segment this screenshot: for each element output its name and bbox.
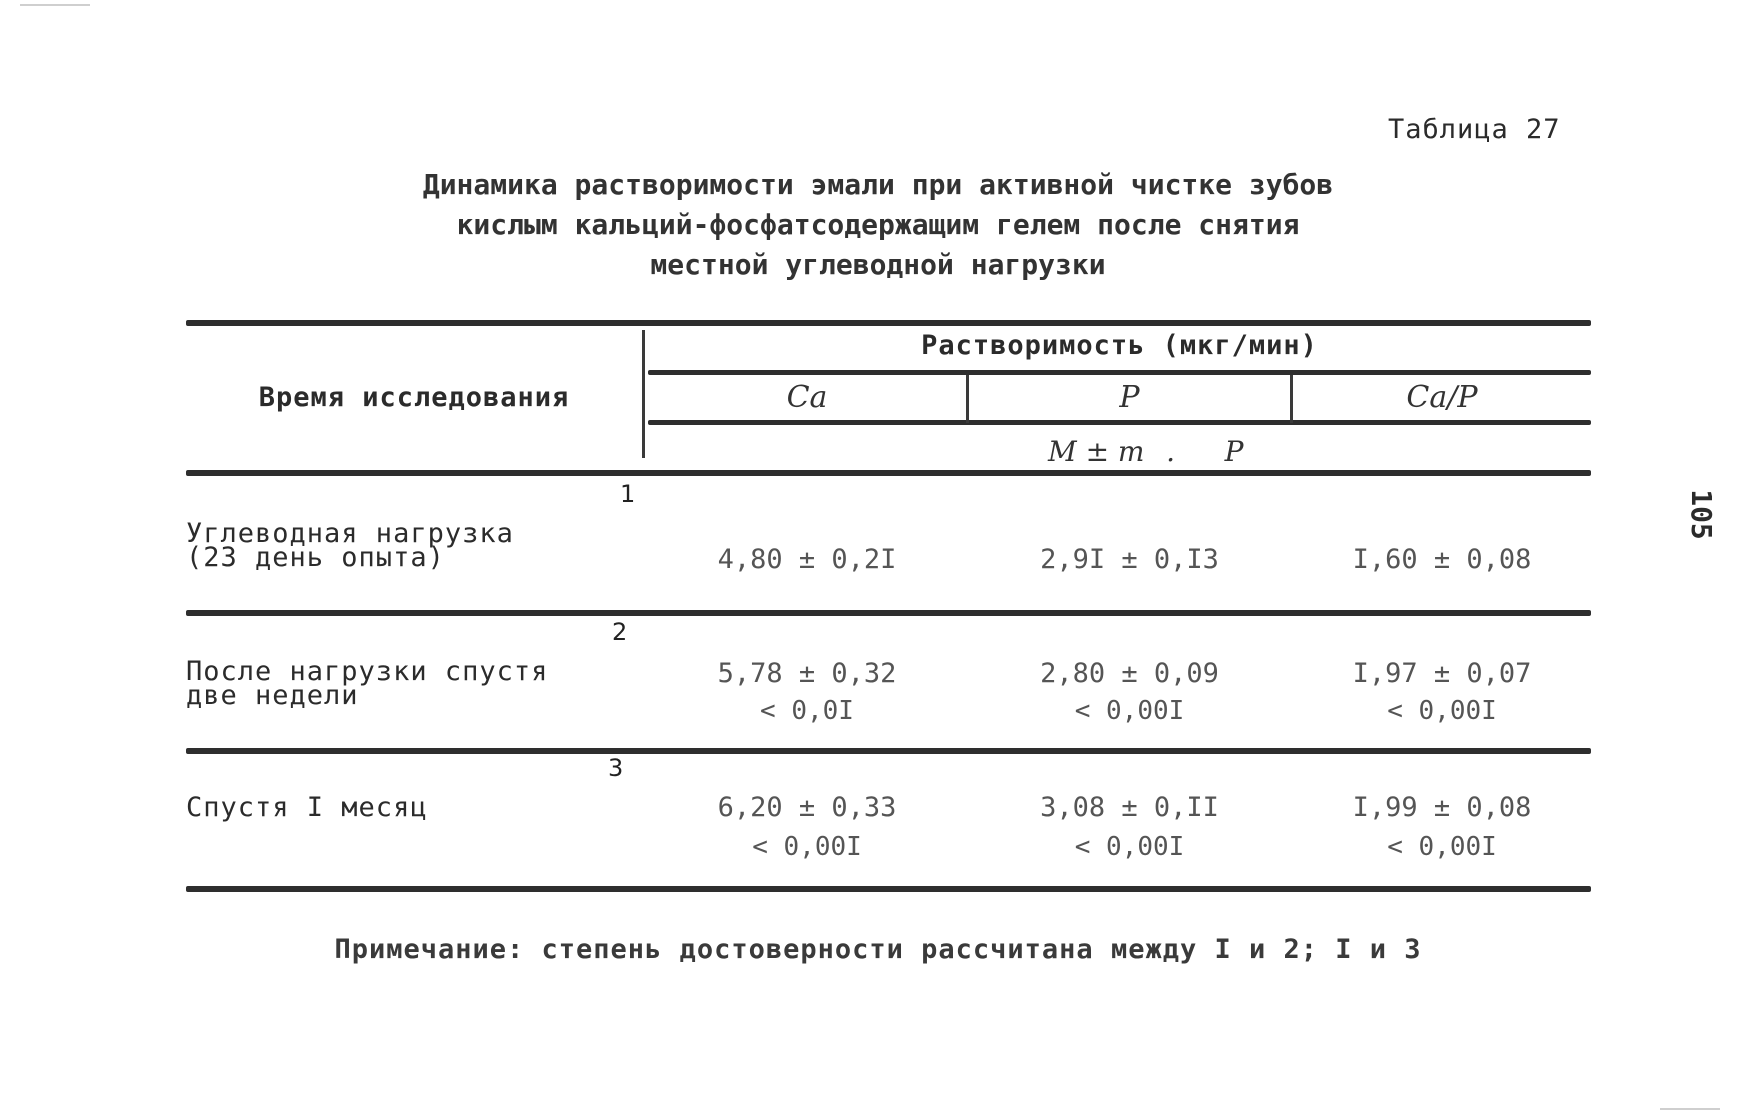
row-3-ca-value: 6,20 ± 0,33 — [717, 792, 897, 823]
table-bottom-rule — [186, 886, 1591, 892]
row-2-bottom-rule — [186, 748, 1591, 754]
stat-header — [1048, 435, 1244, 468]
row-2-label — [186, 656, 549, 711]
table-top-rule — [186, 320, 1591, 326]
row-2-label-line-2: две недели — [186, 680, 359, 711]
row-2-p-value: 2,80 ± 0,09 — [1040, 658, 1219, 689]
row-3-label-line-1: Спустя I месяц — [186, 792, 428, 823]
row-3-cap-value: I,99 ± 0,08 — [1352, 792, 1532, 823]
group-header: Растворимость (мкг/мин) — [921, 330, 1318, 361]
row-2-p-pvalue: < 0,00I — [1074, 696, 1185, 726]
column-header-rule — [648, 420, 1591, 425]
row-label-header: Время исследования — [258, 382, 570, 413]
row-3-p-value: 3,08 ± 0,II — [1040, 792, 1219, 823]
row-2-label-line-1: После нагрузки спустя — [186, 656, 549, 687]
row-3-p-pvalue: < 0,00I — [1074, 832, 1185, 862]
stat-p: P — [1224, 435, 1244, 468]
row-number-3: 3 — [608, 754, 624, 782]
title-line-2: кислым кальций-фосфатсодержащим гелем после снятия — [456, 208, 1300, 241]
column-header-p: P — [1119, 380, 1140, 415]
group-header-rule — [648, 370, 1591, 375]
column-header-ca: Ca — [786, 380, 828, 415]
row-1-p-value: 2,9I ± 0,I3 — [1040, 544, 1219, 575]
row-2-ca-value: 5,78 ± 0,32 — [717, 658, 897, 689]
row-1-label — [186, 518, 514, 573]
row-2-ca-pvalue: < 0,0I — [760, 696, 854, 726]
page-number: 105 — [1684, 489, 1718, 540]
row-2-cap-value: I,97 ± 0,07 — [1352, 658, 1532, 689]
row-1-ca-value: 4,80 ± 0,2I — [717, 544, 897, 575]
row-3-ca-pvalue: < 0,00I — [752, 832, 862, 862]
column-header-cap: Ca/P — [1406, 380, 1478, 415]
header-bottom-rule — [186, 470, 1591, 476]
row-1-label-line-2: (23 день опыта) — [186, 542, 445, 573]
row-number-1: 1 — [620, 480, 636, 508]
row-2-cap-pvalue: < 0,00I — [1387, 696, 1497, 726]
title-line-1: Динамика растворимости эмали при активной чистке зубов — [422, 168, 1334, 201]
table-label: Таблица 27 — [1388, 114, 1561, 145]
scan-mark — [20, 4, 90, 6]
scan-mark — [1660, 1108, 1720, 1110]
table-note: Примечание: степень достоверности рассчитана между I и 2; I и 3 — [334, 934, 1422, 965]
stat-m: М ± m — [1048, 435, 1145, 468]
row-number-2: 2 — [612, 618, 628, 646]
row-3-label — [186, 792, 428, 823]
row-3-cap-pvalue: < 0,00I — [1387, 832, 1497, 862]
row-1-label-line-1: Углеводная нагрузка — [186, 518, 514, 549]
stat-separator: . — [1166, 435, 1176, 468]
row-1-cap-value: I,60 ± 0,08 — [1352, 544, 1532, 575]
header-divider — [642, 330, 645, 458]
title-line-3: местной углеводной нагрузки — [650, 248, 1106, 281]
row-1-bottom-rule — [186, 610, 1591, 616]
